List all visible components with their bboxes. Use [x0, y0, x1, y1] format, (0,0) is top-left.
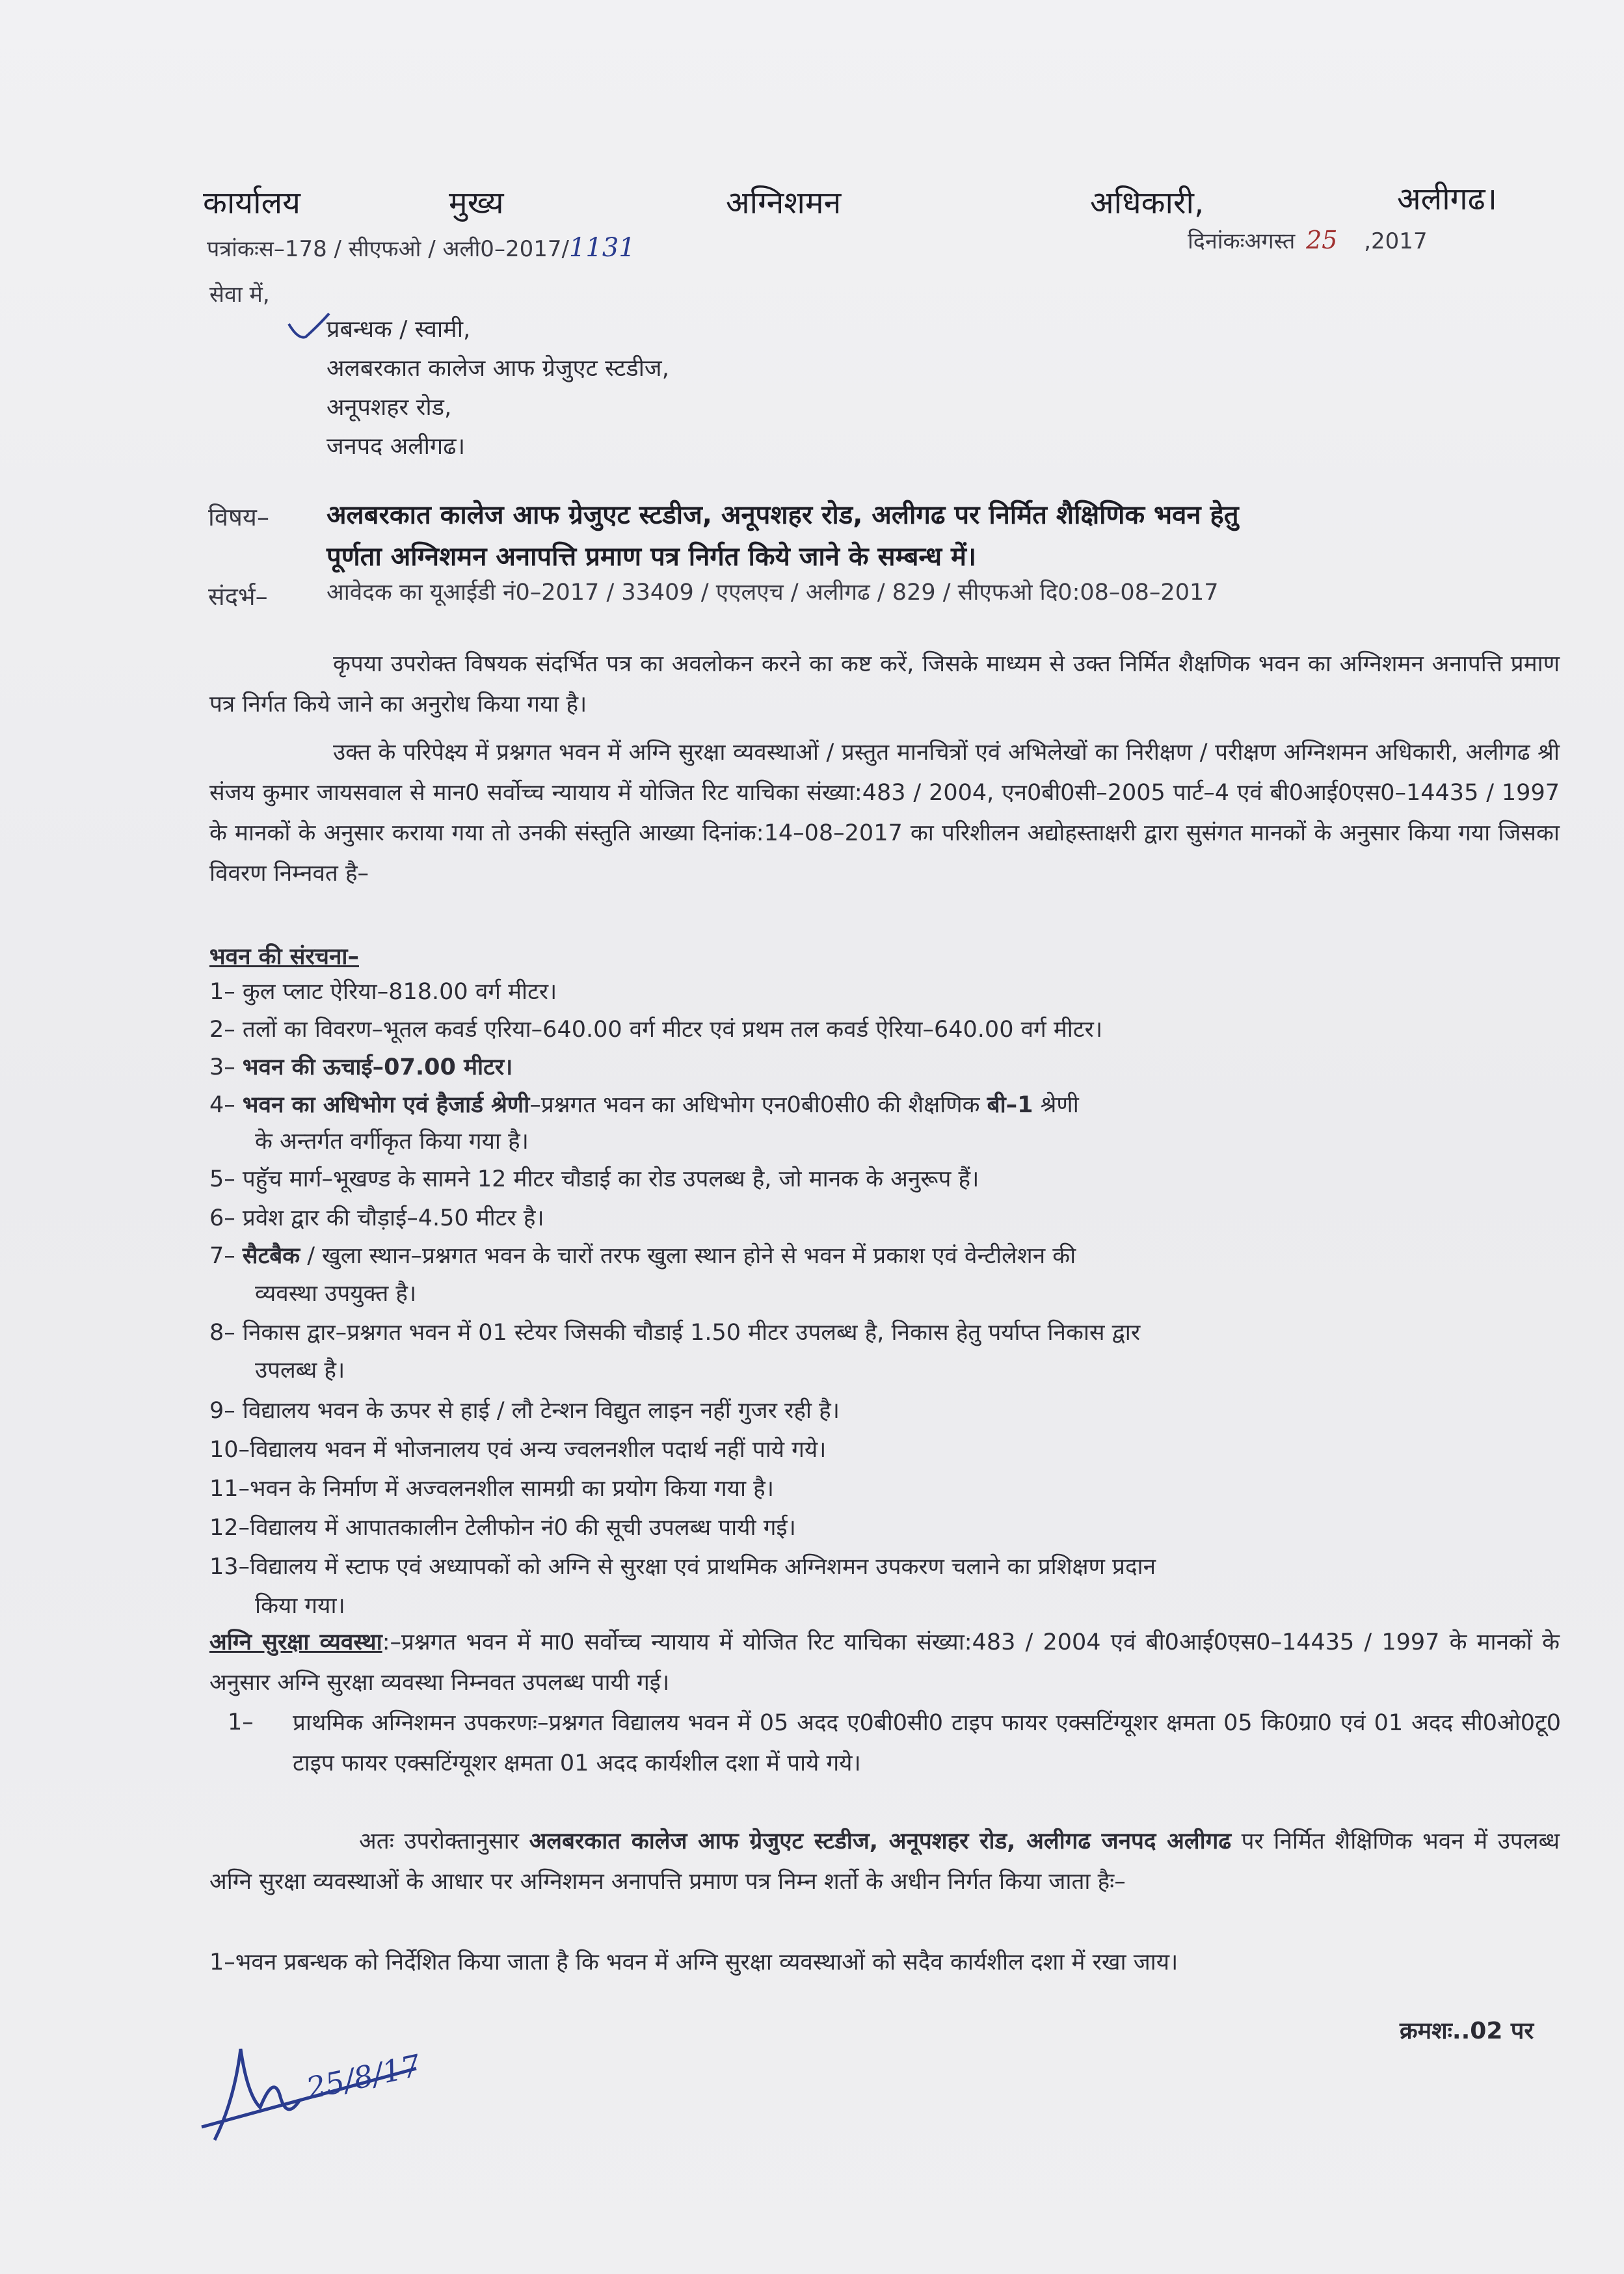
condition-1: 1–भवन प्रबन्धक को निर्देशित किया जाता है कि भवन में अग्नि सुरक्षा व्यवस्थाओं को सदैव कार्यशील दशा में रखा जाय। — [209, 1949, 1178, 1975]
item-1: 1– कुल प्लाट ऐरिया–818.00 वर्ग मीटर। — [209, 979, 557, 1005]
reference-text: आवेदक का यूआईडी नं0–2017 / 33409 / एएलएच / अलीगढ / 829 / सीएफओ दि0:08–08–2017 — [326, 580, 1219, 606]
item-8: 8– निकास द्वार–प्रश्नगत भवन में 01 स्टेयर जिसकी चौडाई 1.50 मीटर उपलब्ध है, निकास हेतु पर्याप्त निकास द्वार — [209, 1320, 1141, 1346]
safety-item-number: 1– — [228, 1709, 254, 1735]
paragraph-2: उक्त के परिपेक्ष्य में प्रश्नगत भवन में अग्नि सुरक्षा व्यवस्थाओं / प्रस्तुत मानचित्रों एवं अभिलेखों का निरीक्षण / परीक्षण अग्निशमन अधिकारी, अलीगढ श्री संजय कुमार जायसवाल से मान0 सर्वोच्च न्यायाय में योजित रिट याचिका संख्या:483 / 2004, एन0बी0सी–2005 पार्ट–4 एवं बी0आई0एस0–14435 / 1997 के मानकों के अनुसार कराया गया तो उनकी संस्तुति आख्या दिनांक:14–08–2017 का परिशीलन अद्योहस्ताक्षरी द्वारा सुसंगत मानकों के अनुसार किया गया जिसका विवरण निम्नवत है– — [209, 740, 1560, 887]
item-9: 9– विद्यालय भवन के ऊपर से हाई / लौ टेन्शन विद्युत लाइन नहीं गुजर रही है। — [209, 1398, 840, 1424]
tick-mark-icon — [286, 311, 332, 343]
date-handwritten: 25 — [1306, 226, 1338, 254]
item-6: 6– प्रवेश द्वार की चौड़ाई–4.50 मीटर है। — [209, 1205, 544, 1231]
item-5: 5– पहुॅच मार्ग–भूखण्ड के सामने 12 मीटर चौडाई का रोड उपलब्ध है, जो मानक के अनुरूप हैं। — [209, 1166, 979, 1192]
item-10: 10–विद्यालय भवन में भोजनालय एवं अन्य ज्वलनशील पदार्थ नहीं पाये गये। — [209, 1437, 827, 1463]
letter-date: दिनांकःअगस्त 25 ,2017 — [1188, 226, 1428, 254]
seva-mein: सेवा में, — [209, 282, 270, 308]
item-3: 3– भवन की ऊचाई–07.00 मीटर। — [209, 1054, 513, 1080]
item-12: 12–विद्यालय में आपातकालीन टेलीफोन नं0 की सूची उपलब्ध पायी गई। — [209, 1515, 796, 1541]
header-word-officer: अधिकारी, — [1090, 185, 1205, 221]
header-word-fire: अग्निशमन — [726, 185, 842, 221]
safety-paragraph: अग्नि सुरक्षा व्यवस्था:–प्रश्नगत भवन में मा0 सर्वोच्च न्यायाय में योजित रिट याचिका संख्या:483 / 2004 एवं बी0आई0एस0–14435 / 1997 के मानकों के अनुसार अग्नि सुरक्षा व्यवस्था निम्नवत उपलब्ध पायी गई। — [209, 1629, 1560, 1696]
signature-date: 25/8/17 — [303, 2048, 424, 2106]
address-line-3: अनूपशहर रोड, — [326, 394, 452, 421]
item-2: 2– तलों का विवरण–भूतल कवर्ड एरिया–640.00 वर्ग मीटर एवं प्रथम तल कवर्ड ऐरिया–640.00 वर्ग मीटर। — [209, 1017, 1103, 1043]
reference-label: संदर्भ– — [208, 582, 268, 611]
item-7-cont: व्यवस्था उपयुक्त है। — [255, 1281, 417, 1307]
item-7: 7– सैटबैक / खुला स्थान–प्रश्नगत भवन के चारों तरफ खुला स्थान होने से भवन में प्रकाश एवं वेन्टीलेशन की — [209, 1243, 1076, 1269]
conclusion-paragraph: अतः उपरोक्तानुसार अलबरकात कालेज आफ ग्रेजुएट स्टडीज, अनूपशहर रोड, अलीगढ जनपद अलीगढ पर निर्मित शैक्षिणिक भवन में उपलब्ध अग्नि सुरक्षा व्यवस्थाओं के आधार पर अग्निशमन अनापत्ति प्रमाण पत्र निम्न शर्तो के अधीन निर्गत किया जाता हैः– — [209, 1828, 1560, 1895]
safety-heading: अग्नि सुरक्षा व्यवस्था — [209, 1629, 382, 1655]
letter-number-handwritten: 1131 — [568, 233, 635, 263]
header-word-aligarh: अलीगढ। — [1397, 181, 1497, 217]
item-13-cont: किया गया। — [255, 1593, 345, 1619]
item-11: 11–भवन के निर्माण में अज्वलनशील सामग्री का प्रयोग किया गया है। — [209, 1476, 774, 1502]
paragraph-1: कृपया उपरोक्त विषयक संदर्भित पत्र का अवलोकन करने का कष्ट करें, जिसके माध्यम से उक्त निर्मित शैक्षणिक भवन का अग्निशमन अनापत्ति प्रमाण पत्र निर्गत किये जाने का अनुरोध किया गया है। — [209, 651, 1560, 717]
subject-line-1: अलबरकात कालेज आफ ग्रेजुएट स्टडीज, अनूपशहर रोड, अलीगढ पर निर्मित शैक्षिणिक भवन हेतु — [326, 500, 1239, 530]
item-8-cont: उपलब्ध है। — [255, 1358, 345, 1384]
address-line-4: जनपद अलीगढ। — [326, 433, 466, 460]
header-word-chief: मुख्य — [449, 185, 504, 221]
letter-number: पत्रांकःस–178 / सीएफओ / अली0–2017/1131 — [207, 233, 635, 263]
item-4-cont: के अन्तर्गत वर्गीकृत किया गया है। — [255, 1129, 529, 1155]
safety-item-1: प्राथमिक अग्निशमन उपकरणः–प्रश्नगत विद्यालय भवन में 05 अदद ए0बी0सी0 टाइप फायर एक्सटिंग्यूशर क्षमता 05 कि0ग्रा0 एवं 01 अदद सी0ओ0टू0 टाइप फायर एक्सटिंग्यूशर क्षमता 01 अदद कार्यशील दशा में पाये गये। — [293, 1710, 1561, 1776]
header-word-office: कार्यालय — [203, 185, 300, 221]
subject-line-2: पूर्णता अग्निशमन अनापत्ति प्रमाण पत्र निर्गत किये जाने के सम्बन्ध में। — [326, 542, 977, 572]
continued-note: क्रमशः..02 पर — [1400, 2018, 1534, 2044]
item-4: 4– भवन का अधिभोग एवं हैजार्ड श्रेणी–प्रश्नगत भवन का अधिभोग एन0बी0सी0 की शैक्षणिक बी–1 श्रेणी — [209, 1092, 1079, 1118]
subject-label: विषय– — [208, 503, 269, 531]
structure-heading: भवन की संरचना– — [209, 944, 359, 970]
item-13: 13–विद्यालय में स्टाफ एवं अध्यापकों को अग्नि से सुरक्षा एवं प्राथमिक अग्निशमन उपकरण चलाने का प्रशिक्षण प्रदान — [209, 1554, 1156, 1580]
address-line-1: प्रबन्धक / स्वामी, — [326, 316, 471, 343]
address-line-2: अलबरकात कालेज आफ ग्रेजुएट स्टडीज, — [326, 355, 670, 382]
